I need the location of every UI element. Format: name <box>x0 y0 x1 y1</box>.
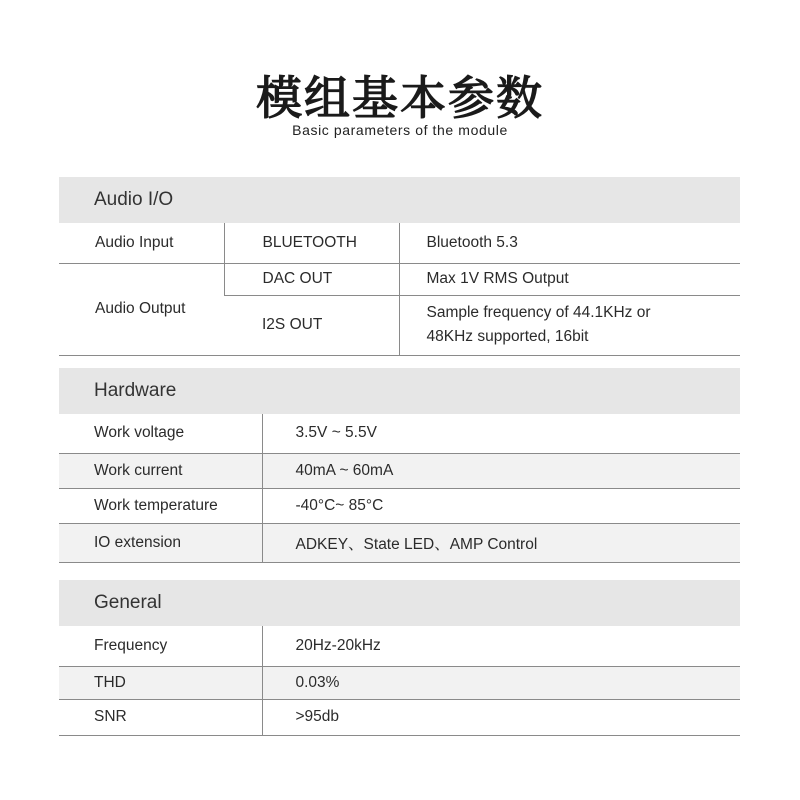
hardware-row-value: ADKEY、State LED、AMP Control <box>262 523 740 562</box>
hardware-row-label: Work temperature <box>59 488 262 523</box>
table-row <box>59 666 740 699</box>
hardware-row-value: -40°C~ 85°C <box>262 488 740 523</box>
i2s-out-value <box>399 295 740 355</box>
audio-input-type: BLUETOOTH <box>224 223 399 263</box>
audio-io-section <box>59 177 740 356</box>
audio-output-label: Audio Output <box>59 263 224 355</box>
general-heading: General <box>59 580 740 626</box>
general-row-value: 0.03% <box>262 666 740 699</box>
table-row <box>59 488 740 523</box>
hardware-row-label: Work voltage <box>59 414 262 453</box>
audio-io-heading: Audio I/O <box>59 177 740 223</box>
table-row <box>59 626 740 666</box>
table-row <box>59 523 740 562</box>
hardware-row-label: IO extension <box>59 523 262 562</box>
i2s-out-value-line1: Sample frequency of 44.1KHz or <box>426 304 651 321</box>
audio-input-value: Bluetooth 5.3 <box>399 223 740 263</box>
general-section <box>59 580 740 736</box>
page-subtitle: Basic parameters of the module <box>292 122 508 138</box>
hardware-table <box>59 414 740 563</box>
table-row <box>59 453 740 488</box>
audio-io-table <box>59 223 740 356</box>
hardware-heading: Hardware <box>59 368 740 414</box>
general-row-label: SNR <box>59 699 262 735</box>
table-row <box>59 414 740 453</box>
hardware-row-value: 40mA ~ 60mA <box>262 453 740 488</box>
i2s-out-type: I2S OUT <box>224 295 399 355</box>
i2s-out-value-line2: 48KHz supported, 16bit <box>426 328 589 345</box>
audio-input-label: Audio Input <box>59 223 224 263</box>
hardware-row-value: 3.5V ~ 5.5V <box>262 414 740 453</box>
general-row-label: THD <box>59 666 262 699</box>
general-table <box>59 626 740 736</box>
general-row-label: Frequency <box>59 626 262 666</box>
page-title: 模组基本参数 <box>256 71 544 125</box>
general-row-value: 20Hz-20kHz <box>262 626 740 666</box>
table-row <box>59 263 740 295</box>
dac-out-value: Max 1V RMS Output <box>399 263 740 295</box>
table-row <box>59 699 740 735</box>
hardware-section <box>59 368 740 563</box>
dac-out-type: DAC OUT <box>224 263 399 295</box>
table-row <box>59 223 740 263</box>
general-row-value: >95db <box>262 699 740 735</box>
hardware-row-label: Work current <box>59 453 262 488</box>
